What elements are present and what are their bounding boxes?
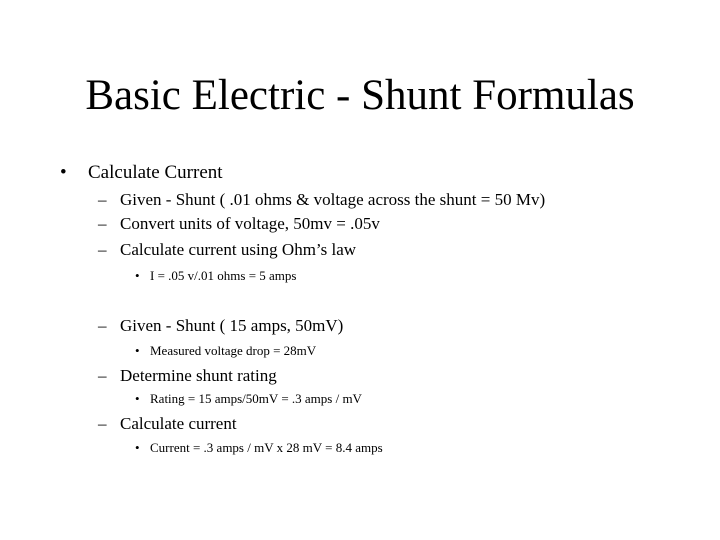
bullet-current-result: Current = .3 amps / mV x 28 mV = 8.4 amps <box>150 440 383 455</box>
bullet-measured-drop: Measured voltage drop = 28mV <box>150 343 317 358</box>
bullet-given-shunt-ohms: Given - Shunt ( .01 ohms & voltage across the shunt = 50 Mv) <box>120 190 546 209</box>
bullet-marker: • <box>135 440 140 455</box>
bullet-ohms-law: Calculate current using Ohm’s law <box>120 240 357 259</box>
bullet-determine-rating: Determine shunt rating <box>120 366 277 385</box>
dash-marker: – <box>98 240 107 259</box>
bullet-current-calc-5a: I = .05 v/.01 ohms = 5 amps <box>150 268 297 283</box>
slide-title: Basic Electric - Shunt Formulas <box>85 72 635 119</box>
bullet-marker: • <box>135 343 140 358</box>
bullet-marker: • <box>135 391 140 406</box>
dash-marker: – <box>98 414 107 433</box>
bullet-marker: • <box>135 268 140 283</box>
dash-marker: – <box>98 316 107 335</box>
bullet-marker: • <box>60 162 67 183</box>
bullet-given-shunt-15a: Given - Shunt ( 15 amps, 50mV) <box>120 316 344 335</box>
bullet-calculate-current-2: Calculate current <box>120 414 237 433</box>
dash-marker: – <box>98 214 107 233</box>
dash-marker: – <box>98 190 107 209</box>
bullet-convert-units: Convert units of voltage, 50mv = .05v <box>120 214 380 233</box>
bullet-rating-calc: Rating = 15 amps/50mV = .3 amps / mV <box>150 391 362 406</box>
dash-marker: – <box>98 366 107 385</box>
bullet-calculate-current: Calculate Current <box>88 162 223 183</box>
